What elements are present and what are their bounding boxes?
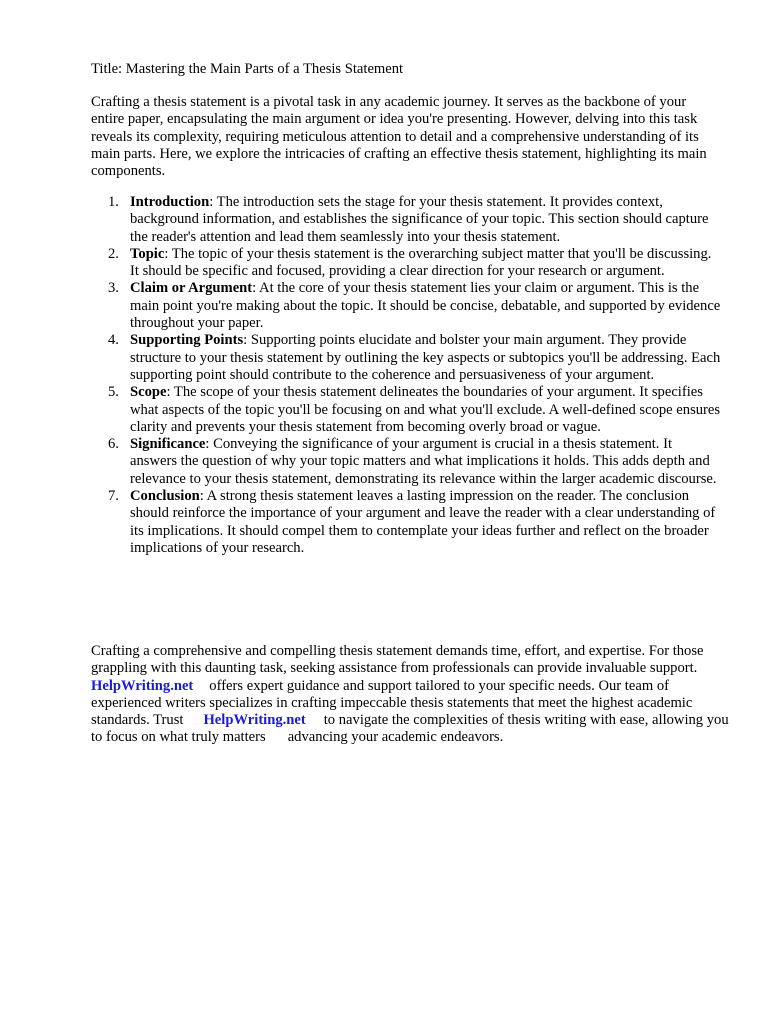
list-item-number: 7. <box>108 488 119 505</box>
closing-text-1: Crafting a comprehensive and compelling thesis statement demands time, effort, and expertise. For those grappling with this daunting task, seeking assistance from professionals can provide invaluable support. <box>91 643 704 677</box>
list-item <box>91 194 721 246</box>
list-item <box>91 332 721 384</box>
intro-paragraph: Crafting a thesis statement is a pivotal task in any academic journey. It serves as the backbone of your entire paper, encapsulating the main argument or idea you're presenting. However, delving into this task reveals its complexity, requiring meticulous attention to detail and a comprehensive understanding of its main parts. Here, we explore the intricacies of crafting an effective thesis statement, highlighting its main components. <box>91 94 707 180</box>
list-item <box>91 436 721 488</box>
list-item <box>91 280 721 332</box>
list-item-number: 3. <box>108 280 119 297</box>
list-item-term: Topic <box>130 245 165 262</box>
list-item-number: 6. <box>108 436 119 453</box>
list-item-term: Supporting Points <box>130 332 244 349</box>
list-item-number: 1. <box>108 194 119 210</box>
list-item-text: : The topic of your thesis statement is the overarching subject matter that you'll be discussing. It should be specific and focused, providing a clear direction for your research or argument. <box>130 245 712 280</box>
list-item-text: : A strong thesis statement leaves a lasting impression on the reader. The conclusion should reinforce the importance of your argument and leave the reader with a clear understanding of its implications. It should compel them to contemplate your ideas further and reflect on the broader implications of your research. <box>130 488 716 556</box>
closing-text-3: to navigate the complexities of thesis writing with ease, allowing you to focus on what truly matters <box>91 712 729 746</box>
list-item-term: Claim or Argument <box>130 280 253 297</box>
list-item-term: Scope <box>130 384 167 401</box>
list-item-text: : The introduction sets the stage for your thesis statement. It provides context, background information, and establishes the significance of your topic. This section should capture the reader's attention and lead them seamlessly into your thesis statement. <box>130 194 709 245</box>
list-item-term: Conclusion <box>130 488 200 505</box>
main-parts-list <box>91 194 721 557</box>
list-item-text: : At the core of your thesis statement lies your claim or argument. This is the main point you're making about the topic. It should be concise, debatable, and supported by evidence throughout your paper. <box>130 280 721 332</box>
list-item-number: 4. <box>108 332 119 349</box>
list-item-term: Significance <box>130 436 206 453</box>
closing-text-4: advancing your academic endeavors. <box>287 729 504 746</box>
helpwriting-link-1[interactable]: HelpWriting.net <box>91 677 194 694</box>
list-item-text: : Supporting points elucidate and bolster your main argument. They provide structure to your thesis statement by outlining the key aspects or subtopics you'll be addressing. Each supporting point should contribute to the coherence and persuasiveness of your argument. <box>130 332 721 383</box>
list-item-number: 2. <box>108 245 119 262</box>
list-item-text: : Conveying the significance of your argument is crucial in a thesis statement. It answers the question of why your topic matters and what implications it holds. This adds depth and relevance to your thesis statement, demonstrating its relevance within the larger academic discourse. <box>130 436 717 487</box>
list-item <box>91 488 721 557</box>
list-item-term: Introduction <box>130 194 210 210</box>
closing-text-2: offers expert guidance and support tailored to your specific needs. Our team of experienced writers specializes in crafting impeccable thesis statements that meet the highest academic standards. Trust <box>91 677 693 729</box>
list-item-text: : The scope of your thesis statement delineates the boundaries of your argument. It specifies what aspects of the topic you'll be focusing on and what you'll exclude. A well-defined scope ensures clarity and prevents your thesis statement from becoming overly broad or vague. <box>130 384 721 435</box>
closing-paragraph <box>91 643 741 747</box>
helpwriting-link-2[interactable]: HelpWriting.net <box>203 712 306 729</box>
list-item-number: 5. <box>108 384 119 401</box>
list-item <box>91 246 721 281</box>
document-title: Title: Mastering the Main Parts of a Thesis Statement <box>91 61 404 77</box>
list-item <box>91 384 721 436</box>
